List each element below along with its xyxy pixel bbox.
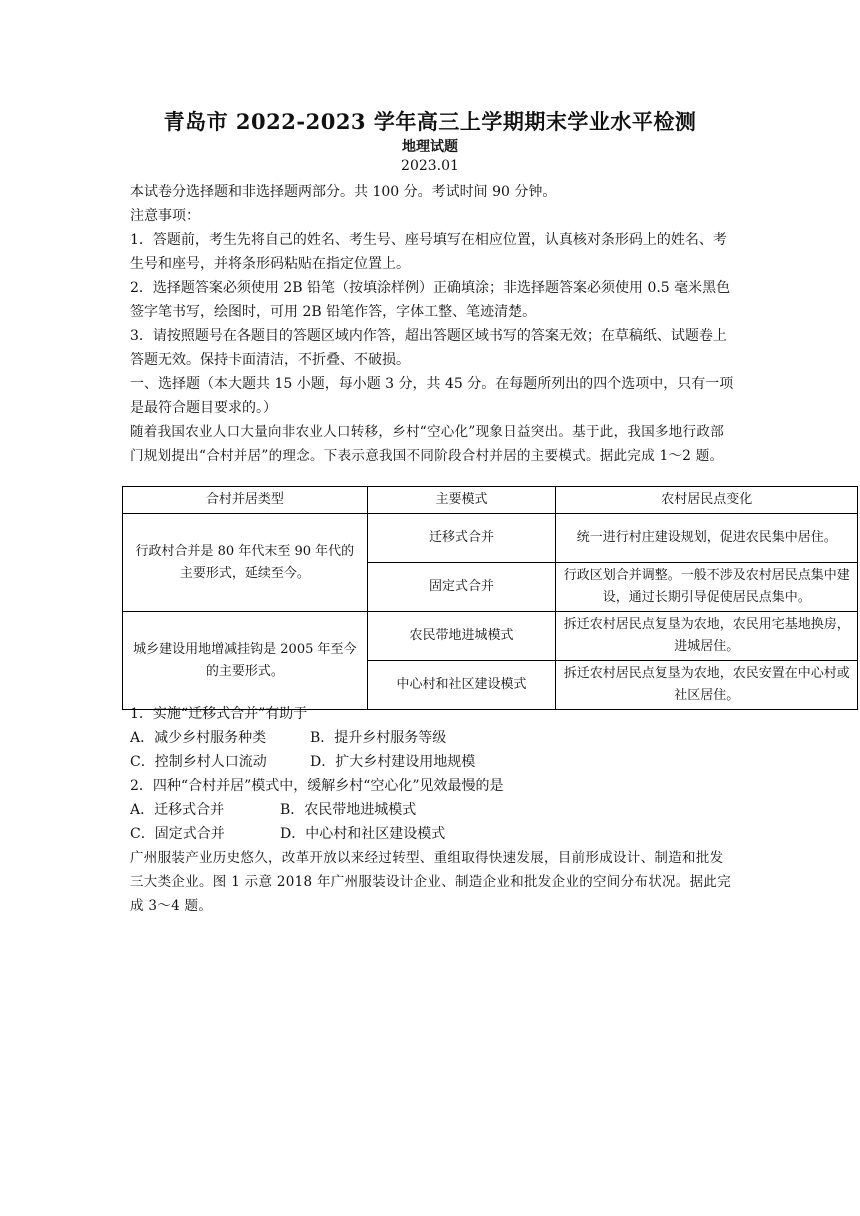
table-cell-mode: 农民带地进城模式 xyxy=(367,612,556,661)
option-row xyxy=(130,726,735,750)
option-row xyxy=(130,822,735,846)
table-cell-change: 行政区划合并调整。一般不涉及农村居民点集中建设，通过长期引导促使居民点集中。 xyxy=(556,563,858,612)
option-row xyxy=(130,798,735,822)
option-d: D．扩大乡村建设用地规模 xyxy=(310,754,476,770)
exam-date: 2023.01 xyxy=(401,158,459,174)
table-row xyxy=(123,514,858,563)
note-item: 2．选择题答案必须使用 2B 铅笔（按填涂样例）正确填涂；非选择题答案必须使用 0.5 毫米黑色签字笔书写，绘图时，可用 2B 铅笔作答，字体工整、笔迹清楚。 xyxy=(130,280,731,320)
table-cell-mode: 中心村和社区建设模式 xyxy=(367,661,556,710)
note-item: 3．请按照题号在各题目的答题区域内作答，超出答题区域书写的答案无效；在草稿纸、试题卷上答题无效。保持卡面清洁，不折叠、不破损。 xyxy=(130,328,727,368)
question-stem: 1．实施“迁移式合并”有助于 xyxy=(130,706,308,722)
option-c: C．固定式合并 xyxy=(130,826,225,842)
merger-table xyxy=(122,486,858,710)
passage-1: 随着我国农业人口大量向非农业人口转移，乡村“空心化”现象日益突出。基于此，我国多地行政部门规划提出“合村并居”的理念。下表示意我国不同阶段合村并居的主要模式。据此完成 1～2 题。 xyxy=(130,424,725,464)
note-item: 1．答题前，考生先将自己的姓名、考生号、座号填写在相应位置，认真核对条形码上的姓名、考生号和座号，并将条形码粘贴在指定位置上。 xyxy=(130,232,727,272)
table-header-cell: 合村并居类型 xyxy=(123,487,368,514)
exam-title: 青岛市 2022-2023 学年高三上学期期末学业水平检测 xyxy=(163,109,697,134)
table-cell-change: 拆迁农村居民点复垦为农地，农民安置在中心村或社区居住。 xyxy=(556,661,858,710)
table-cell-type: 行政村合并是 80 年代末至 90 年代的主要形式，延续至今。 xyxy=(123,514,368,612)
option-c: C．控制乡村人口流动 xyxy=(130,754,267,770)
intro-line: 本试卷分选择题和非选择题两部分。共 100 分。考试时间 90 分钟。 xyxy=(130,184,557,200)
exam-subtitle: 地理试题 xyxy=(402,139,458,155)
questions-block xyxy=(130,702,735,918)
instructions-block xyxy=(130,180,735,468)
table-cell-change: 统一进行村庄建设规划，促进农民集中居住。 xyxy=(556,514,858,563)
table-cell-type: 城乡建设用地增减挂钩是 2005 年至今的主要形式。 xyxy=(123,612,368,710)
option-row xyxy=(130,750,735,774)
table-header-cell: 主要模式 xyxy=(367,487,556,514)
option-a: A．迁移式合并 xyxy=(130,802,225,818)
passage-2: 广州服装产业历史悠久，改革开放以来经过转型、重组取得快速发展，目前形成设计、制造和批发三大类企业。图 1 示意 2018 年广州服装设计企业、制造企业和批发企业的空间分布状况。据此完成 3～4 题。 xyxy=(130,850,732,914)
table-cell-change: 拆迁农村居民点复垦为农地，农民用宅基地换房，进城居住。 xyxy=(556,612,858,661)
section-heading: 一、选择题（本大题共 15 小题，每小题 3 分，共 45 分。在每题所列出的四个选项中，只有一项是最符合题目要求的。） xyxy=(130,376,734,416)
option-b: B．农民带地进城模式 xyxy=(280,802,417,818)
table-row xyxy=(123,612,858,661)
table-header-row xyxy=(123,487,858,514)
option-a: A．减少乡村服务种类 xyxy=(130,730,267,746)
table-cell-mode: 固定式合并 xyxy=(367,563,556,612)
table-cell-mode: 迁移式合并 xyxy=(367,514,556,563)
option-d: D．中心村和社区建设模式 xyxy=(280,826,446,842)
notes-heading: 注意事项： xyxy=(130,208,200,224)
table-header-cell: 农村居民点变化 xyxy=(556,487,858,514)
option-b: B．提升乡村服务等级 xyxy=(310,730,447,746)
question-stem: 2．四种“合村并居”模式中，缓解乡村“空心化”见效最慢的是 xyxy=(130,778,504,794)
